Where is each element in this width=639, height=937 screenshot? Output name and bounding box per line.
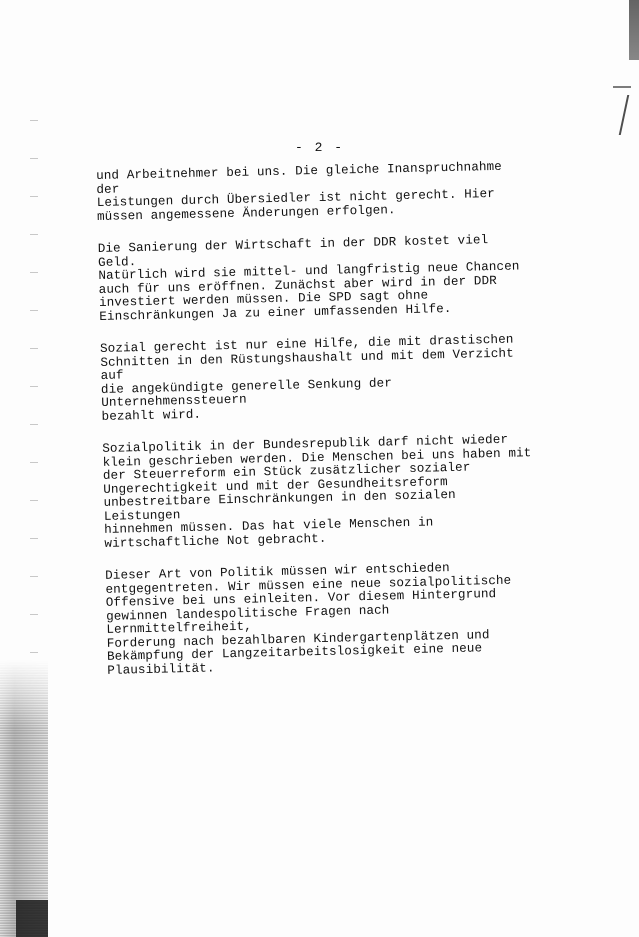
paragraph: Sozialpolitik in der Bundesrepublik darf nicht wieder klein geschrieben werden. Die Menschen bei uns haben mit der Steuerreform ein Stück zusätzlicher sozialer Ungerechtigkeit und mit der Gesundheitsreform unbestreitbare Einschränkungen in den sozialen Leistungen hinnehmen müssen. Das hat viele Menschen in wirtschaftliche Not gebracht. (102, 432, 532, 551)
scan-edge-artifact (0, 660, 48, 937)
scan-mark (613, 86, 631, 88)
body-text (96, 160, 538, 697)
scan-mark (619, 95, 639, 135)
scan-edge-artifact (629, 0, 639, 60)
paragraph: Dieser Art von Politik müssen wir entschieden entgegentreten. Wir müssen eine neue sozialpolitische Offensive bei uns einleiten. Vor diesem Hintergrund gewinnen landespolitische Fragen nach Lernmittelfreiheit, Forderung nach bezahlbaren Kindergartenplätzen und Bekämpfung der Langzeitarbeitslosigkeit eine neue Plausibilität. (105, 561, 512, 678)
paragraph: Die Sanierung der Wirtschaft in der DDR kostet viel Geld. Natürlich wird sie mittel- und langfristig neue Chancen auch für uns eröffnen. Zunächst aber wird in der DDR investiert werden müssen. Die SPD sagt ohne Einschränkungen Ja zu einer umfassenden Hilfe. (97, 233, 520, 324)
paragraph: Sozial gerecht ist nur eine Hilfe, die mit drastischen Schnitten in den Rüstungshaushalt und mit dem Verzicht auf die angekündigte generelle Senkung der Unternehmenssteuern bezahlt wird. (99, 332, 514, 424)
scan-edge-artifact (30, 120, 38, 680)
paragraph: und Arbeitnehmer bei uns. Die gleiche Inanspruchnahme der Leistungen durch Übersiedler ist nicht gerecht. Hier müssen angemessene Änderungen erfolgen. (95, 159, 503, 224)
scan-edge-artifact (16, 900, 48, 937)
page-number: - 2 - (294, 140, 344, 155)
